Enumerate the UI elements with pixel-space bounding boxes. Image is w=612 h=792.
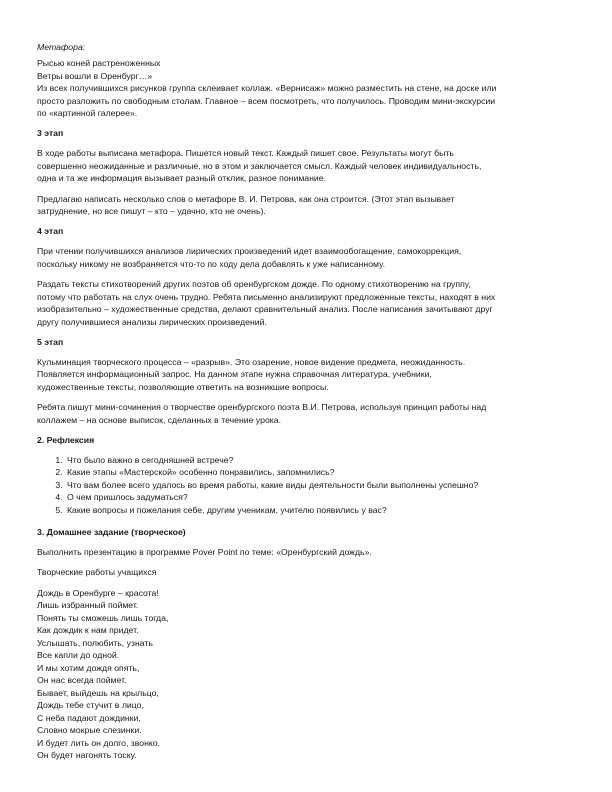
text-line: Рысью коней растреноженных <box>37 58 161 69</box>
text-line: просто разложить по свободным столам. Главное – всем посмотреть, что получилось. Проводим мини-экскурсии <box>37 95 496 106</box>
poem-line: Понять ты сможешь лишь тогда, <box>37 612 169 623</box>
text-line: Ветры вошли в Оренбург…» <box>37 70 153 81</box>
text-line: изобразительно – художественные средства, делают сравнительный анализ. После написания зачитывают друг <box>37 304 493 315</box>
student-poem <box>37 587 582 762</box>
text-line: совершенно неожиданные и различные, но в этом и заключается смысл. Каждый человек индивидуальность, <box>37 160 482 171</box>
text-line: Кульминация творческого процесса – «разрыв». Это озарение, новое видение предмета, неожиданность. <box>37 356 466 367</box>
metaphor-text <box>37 57 582 119</box>
text-line: коллажем – на основе выписок, сделанных в течение урока. <box>37 414 282 425</box>
text-line: потому что работать на слух очень трудно. Ребята письменно анализируют предложенные тексты, находят в них <box>37 291 496 302</box>
stage5-paragraph-2 <box>37 401 582 426</box>
poem-line: Словно мокрые слезинки. <box>37 725 142 736</box>
list-item: 2. Какие этапы «Мастерской» особенно понравились, запомнились? <box>65 466 582 478</box>
poem-line: Как дождик к нам придет. <box>37 625 139 636</box>
text-line: художественные тексты, позволяющие ответить на возникшие вопросы. <box>37 381 329 392</box>
text-line: другу получившиеся анализы лирических произведений. <box>37 316 267 327</box>
stage3-paragraph-1 <box>37 147 582 184</box>
poem-line: Дождь в Оренбурге – красота! <box>37 587 159 598</box>
text-line: одна и та же информация вызывает разный отклик, разное понимание. <box>37 173 327 184</box>
reflection-list <box>37 454 582 516</box>
stage3-paragraph-2 <box>37 193 582 218</box>
reflection-heading: 2. Рефлексия <box>37 434 95 445</box>
poem-line: Он нас всегда поймет. <box>37 675 127 686</box>
text-line: Появляется информационный запрос. На данном этапе нужна справочная литература, учебники, <box>37 369 432 380</box>
homework-text <box>37 546 582 558</box>
stage4-heading: 4 этап <box>37 226 64 237</box>
poem-line: Он будет нагонять тоску. <box>37 750 137 761</box>
text-line: Раздать тексты стихотворений других поэтов об оренбургском дожде. По одному стихотворению на группу, <box>37 279 471 290</box>
list-item: 5. Какие вопросы и пожелания себе, другим ученикам, учителю появились у вас? <box>65 504 582 516</box>
text-line: Ребята пишут мини-сочинения о творчестве оренбургского поэта В.И. Петрова, используя принцип работы над <box>37 402 487 413</box>
stage3-heading: 3 этап <box>37 128 64 139</box>
poem-line: Услышать, полюбить, узнать <box>37 637 153 648</box>
poem-line: Бывает, выйдешь на крыльцо, <box>37 687 159 698</box>
text-line: В ходе работы выписана метафора. Пишется новый текст. Каждый пишет свое. Результаты могут быть <box>37 148 454 159</box>
text-line: поскольку никому не возбраняется что-то по ходу дела добавлять к уже написанному. <box>37 258 386 269</box>
metaphor-label: Метафора: <box>37 42 86 52</box>
poem-line: Дождь тебе стучит в лицо, <box>37 700 144 711</box>
text-line: затруднение, но все пишут – кто – удачно, кто не очень). <box>37 206 266 217</box>
text-line: При чтении получившихся анализов лирических произведений идет взаимообогащение, самокоррекция, <box>37 246 462 257</box>
list-item: 4. О чем пришлось задуматься? <box>65 491 582 503</box>
poem-line: С неба падают дождинки, <box>37 712 141 723</box>
text-line: Выполнить презентацию в программе Pover Point по теме: «Оренбургский дождь». <box>37 546 372 557</box>
metaphor-block <box>37 41 582 53</box>
document-body <box>37 41 582 762</box>
stage4-paragraph-2 <box>37 278 582 328</box>
stage4-paragraph-1 <box>37 245 582 270</box>
text-line: Творческие работы учащихся <box>37 567 157 578</box>
poem-line: И мы хотим дождя опять, <box>37 662 140 673</box>
list-item: 3. Что вам более всего удалось во время работы, какие виды деятельности были выполнены успешно? <box>65 479 582 491</box>
creative-works-label <box>37 566 582 578</box>
text-line: Предлагаю написать несколько слов о метафоре В. И. Петрова, как она строится. (Этот этап вызывает <box>37 193 455 204</box>
stage5-paragraph-1 <box>37 356 582 393</box>
text-line: Из всех получившихся рисунков группа склеивает коллаж. «Вернисаж» можно разместить на стене, на доске или <box>37 83 497 94</box>
text-line: по «картинной галерее». <box>37 108 138 119</box>
homework-heading: 3. Домашнее задание (творческое) <box>37 526 186 537</box>
poem-line: Все капли до одной. <box>37 650 120 661</box>
poem-line: И будет лить он долго, звонко. <box>37 737 161 748</box>
poem-line: Лишь избранный поймет. <box>37 600 139 611</box>
list-item: 1. Что было важно в сегодняшней встрече? <box>65 454 582 466</box>
stage5-heading: 5 этап <box>37 336 64 347</box>
